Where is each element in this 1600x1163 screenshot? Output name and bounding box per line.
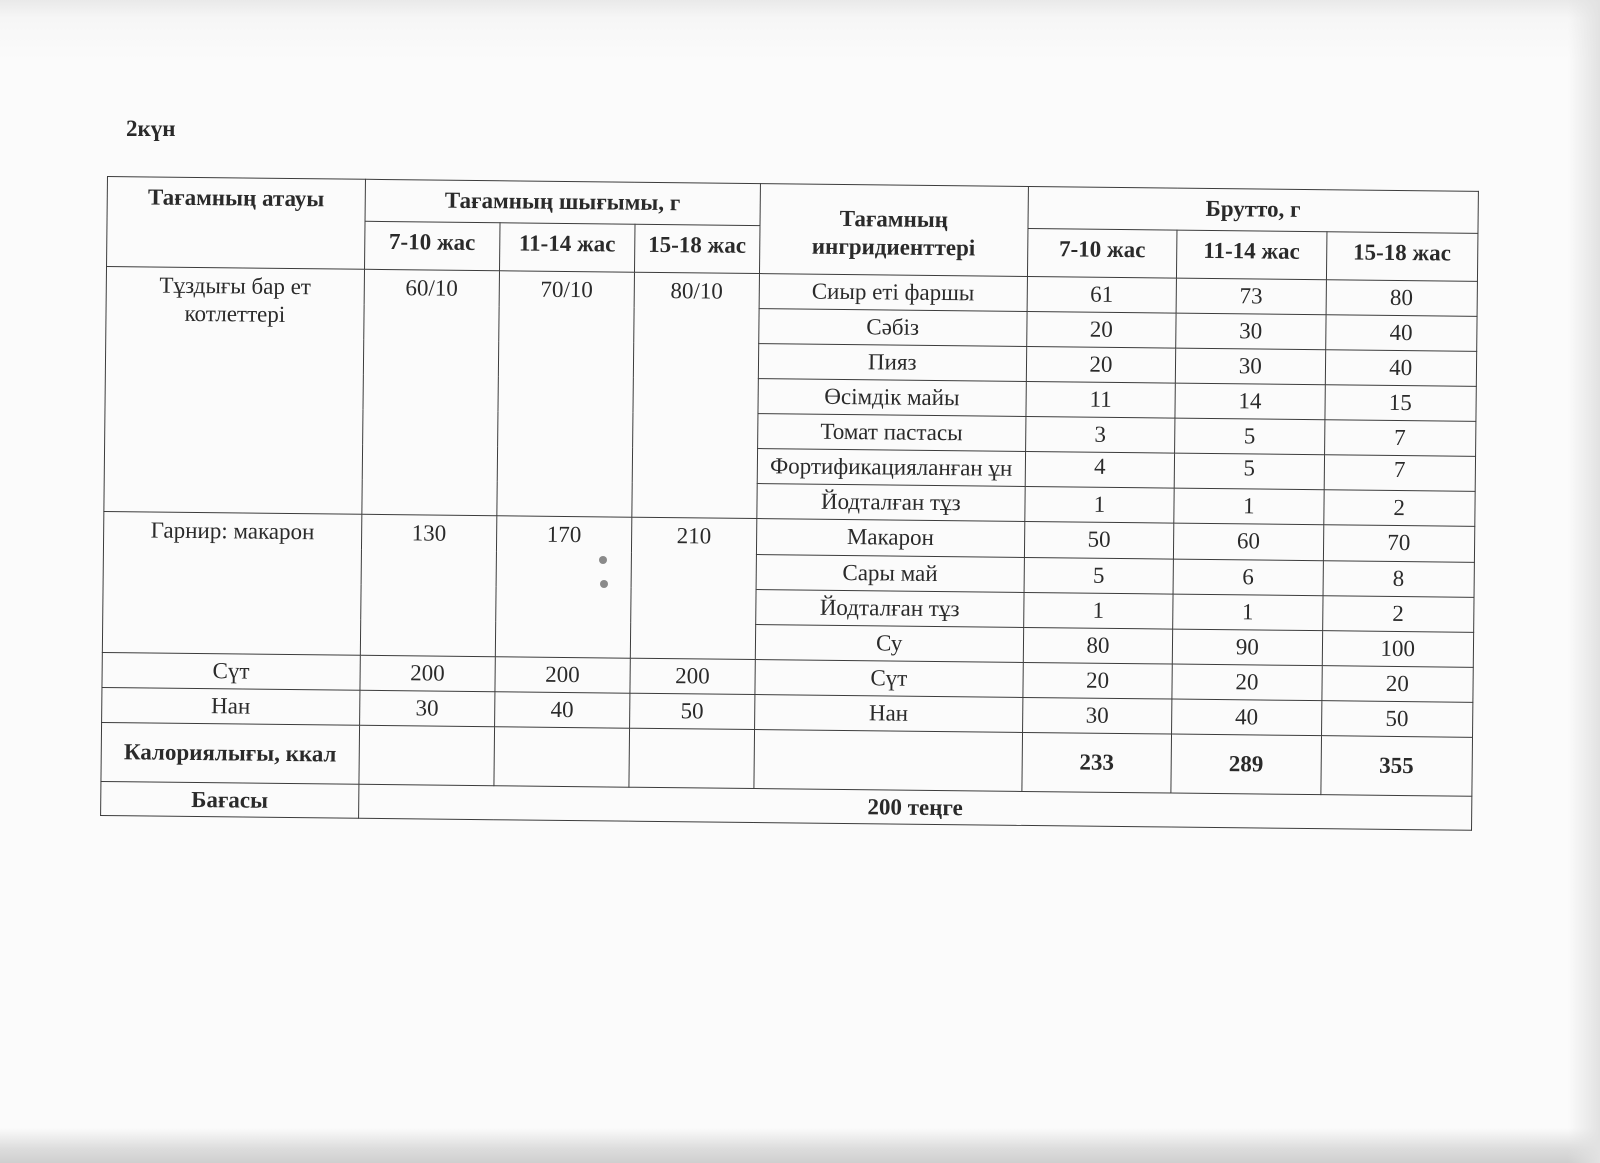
brutto-value: 40 — [1325, 350, 1477, 387]
header-output-age-7-10: 7-10 жас — [364, 221, 500, 270]
brutto-value: 1 — [1025, 487, 1175, 524]
brutto-value: 1 — [1174, 488, 1324, 525]
output-value: 200 — [495, 656, 630, 693]
brutto-value: 8 — [1323, 560, 1475, 597]
empty-cell — [754, 730, 1023, 792]
brutto-value: 40 — [1172, 699, 1322, 736]
brutto-value: 20 — [1027, 312, 1177, 349]
output-value: 80/10 — [632, 272, 759, 519]
header-output-age-15-18: 15-18 жас — [634, 224, 759, 273]
brutto-value: 5 — [1174, 453, 1324, 490]
brutto-value: 30 — [1175, 348, 1325, 385]
brutto-value: 30 — [1022, 697, 1172, 734]
brutto-value: 70 — [1323, 525, 1475, 562]
output-value: 60/10 — [362, 269, 500, 516]
dish-name: Нан — [102, 687, 360, 725]
empty-cell — [494, 727, 630, 787]
brutto-value: 30 — [1176, 313, 1326, 350]
empty-cell — [359, 725, 495, 785]
brutto-value: 11 — [1026, 382, 1176, 419]
header-ingredients: Тағамның ингридиенттері — [759, 184, 1028, 277]
output-value: 210 — [630, 518, 756, 660]
calories-value: 233 — [1022, 732, 1172, 793]
brutto-value: 3 — [1025, 417, 1175, 454]
brutto-value: 80 — [1326, 280, 1478, 317]
ingredient-name: Пияз — [758, 344, 1026, 382]
brutto-value: 7 — [1324, 420, 1476, 457]
calories-value: 289 — [1171, 734, 1321, 795]
brutto-value: 20 — [1023, 662, 1173, 699]
brutto-value: 50 — [1321, 700, 1473, 737]
ingredient-name: Йодталған тұз — [755, 589, 1023, 627]
brutto-value: 1 — [1023, 592, 1173, 629]
brutto-value: 60 — [1174, 524, 1324, 561]
ingredient-name: Томат пастасы — [757, 414, 1025, 452]
brutto-value: 6 — [1173, 559, 1323, 596]
brutto-value: 20 — [1321, 665, 1473, 702]
brutto-value: 5 — [1175, 418, 1325, 455]
scan-speck — [600, 580, 608, 588]
ingredient-name: Сүт — [755, 659, 1023, 697]
ingredient-name: Фортификацияланған ұн — [757, 449, 1025, 487]
brutto-value: 100 — [1322, 630, 1474, 667]
brutto-value: 7 — [1324, 455, 1476, 492]
brutto-value: 50 — [1024, 522, 1174, 559]
ingredient-name: Сиыр еті фаршы — [759, 274, 1027, 312]
header-output: Тағамның шығымы, г — [365, 179, 760, 225]
output-value: 200 — [360, 655, 495, 692]
dish-name: Сүт — [102, 652, 360, 690]
header-brutto-age-15-18: 15-18 жас — [1326, 232, 1478, 282]
scan-speck — [599, 556, 607, 564]
brutto-value: 61 — [1027, 276, 1177, 313]
brutto-value: 40 — [1325, 315, 1477, 352]
brutto-value: 1 — [1173, 594, 1323, 631]
output-value: 200 — [630, 658, 755, 694]
price-value: 200 теңге — [358, 784, 1471, 830]
output-value: 30 — [359, 690, 494, 727]
output-value: 70/10 — [497, 271, 635, 518]
dish-name: Гарнир: макарон — [102, 512, 361, 655]
output-value: 50 — [629, 693, 754, 730]
brutto-value: 5 — [1024, 557, 1174, 594]
header-output-age-11-14: 11-14 жас — [499, 223, 635, 272]
brutto-value: 14 — [1175, 383, 1325, 420]
brutto-value: 2 — [1322, 595, 1474, 632]
calories-label: Калориялығы, ккал — [101, 722, 359, 784]
output-value: 130 — [360, 515, 497, 657]
header-dish-name: Тағамның атауы — [107, 177, 366, 270]
scan-edge-right — [1568, 0, 1600, 1163]
empty-cell — [629, 728, 754, 788]
header-brutto: Брутто, г — [1028, 186, 1479, 233]
scan-edge-top — [0, 0, 1600, 60]
ingredient-name: Сары май — [756, 554, 1024, 592]
brutto-value: 20 — [1026, 347, 1176, 384]
price-label: Бағасы — [101, 781, 359, 818]
output-value: 40 — [494, 691, 629, 728]
brutto-value: 73 — [1176, 278, 1326, 315]
ingredient-name: Йодталған тұз — [757, 484, 1025, 522]
brutto-value: 2 — [1323, 490, 1475, 527]
calories-value: 355 — [1320, 736, 1472, 797]
menu-table — [100, 176, 1479, 831]
day-label: 2күн — [126, 116, 176, 141]
brutto-value: 20 — [1172, 664, 1322, 701]
ingredient-name: Өсімдік майы — [758, 379, 1026, 417]
scan-edge-bottom — [0, 1128, 1600, 1163]
brutto-value: 80 — [1023, 627, 1173, 664]
ingredient-name: Су — [755, 624, 1023, 662]
ingredient-name: Макарон — [756, 519, 1024, 557]
brutto-value: 90 — [1172, 629, 1322, 666]
ingredient-name: Сәбіз — [758, 309, 1026, 347]
output-value: 170 — [495, 516, 632, 658]
header-brutto-age-11-14: 11-14 жас — [1177, 230, 1327, 280]
brutto-value: 4 — [1025, 452, 1175, 489]
dish-name: Тұздығы бар ет котлеттері — [104, 267, 364, 515]
brutto-value: 15 — [1324, 385, 1476, 422]
header-brutto-age-7-10: 7-10 жас — [1027, 228, 1177, 278]
ingredient-name: Нан — [754, 694, 1022, 732]
